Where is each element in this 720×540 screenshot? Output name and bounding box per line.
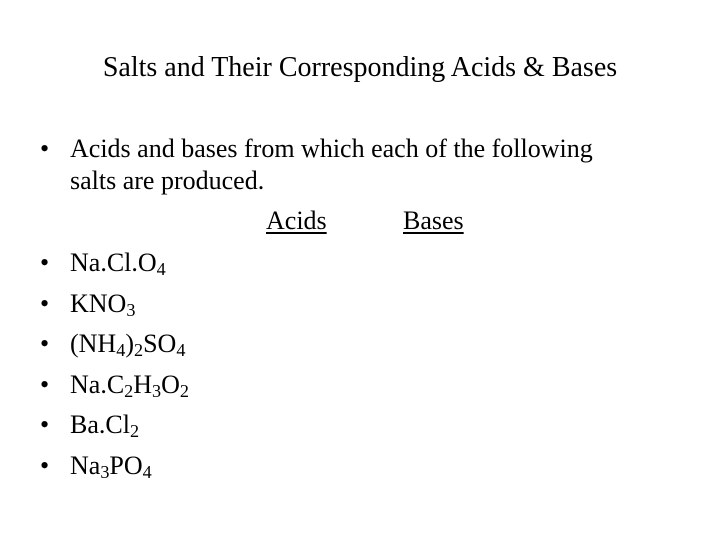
salt-formula: $(NH_4)_2SO_4$ — [70, 329, 186, 361]
bullet-icon: • — [40, 369, 50, 399]
salt-formula: $Ba.Cl_2$ — [70, 410, 140, 442]
bullet-icon: • — [40, 329, 50, 359]
intro-text-line2: salts are produced. — [70, 166, 265, 195]
salt-formula: $KNO_3$ — [70, 288, 136, 320]
bullet-icon: • — [40, 134, 50, 163]
bullet-icon: • — [40, 410, 50, 440]
bullet-icon: • — [40, 288, 50, 318]
salt-formula: $Na_3PO_4$ — [70, 451, 152, 482]
salt-formula: $Na.Cl.O_4$ — [70, 248, 166, 279]
bullet-icon: • — [40, 451, 50, 480]
slide-title: Salts and Their Corresponding Acids & Bases — [102, 52, 618, 83]
acids-column-header: Acids — [266, 206, 327, 235]
bullet-icon: • — [40, 248, 50, 277]
salt-formula: $Na.C_2H_3O_2$ — [70, 369, 190, 401]
bases-column-header: Bases — [403, 206, 464, 235]
intro-text-line1: Acids and bases from which each of the following — [70, 134, 593, 163]
